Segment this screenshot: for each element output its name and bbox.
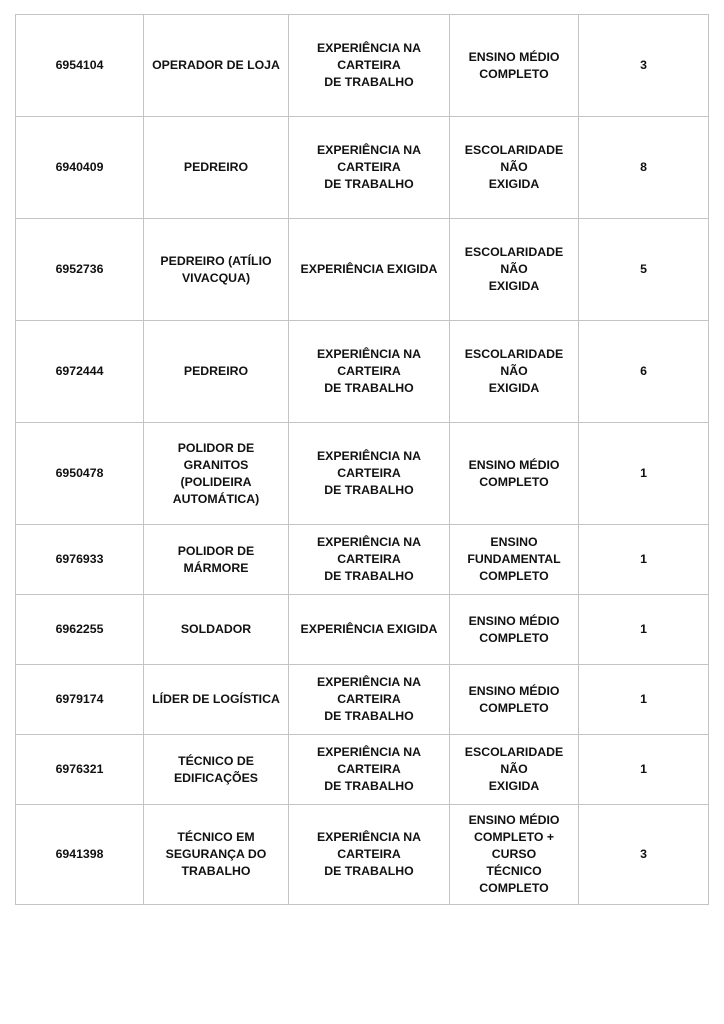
vacancies-cell: 1	[579, 665, 709, 735]
experience-cell: EXPERIÊNCIA NA CARTEIRA DE TRABALHO	[289, 665, 450, 735]
experience-cell: EXPERIÊNCIA NA CARTEIRA DE TRABALHO	[289, 805, 450, 905]
experience-cell: EXPERIÊNCIA NA CARTEIRA DE TRABALHO	[289, 15, 450, 117]
job-role-cell: LÍDER DE LOGÍSTICA	[144, 665, 289, 735]
job-role-cell: OPERADOR DE LOJA	[144, 15, 289, 117]
vacancies-cell: 5	[579, 219, 709, 321]
table-row	[16, 15, 709, 117]
job-role-cell: PEDREIRO (ATÍLIO VIVACQUA)	[144, 219, 289, 321]
vacancies-cell: 6	[579, 321, 709, 423]
education-cell: ENSINO MÉDIO COMPLETO	[450, 595, 579, 665]
job-code-cell: 6979174	[16, 665, 144, 735]
vacancies-cell: 3	[579, 805, 709, 905]
table-row	[16, 117, 709, 219]
job-role-cell: TÉCNICO DE EDIFICAÇÕES	[144, 735, 289, 805]
vacancies-cell: 1	[579, 423, 709, 525]
experience-cell: EXPERIÊNCIA NA CARTEIRA DE TRABALHO	[289, 525, 450, 595]
table-row	[16, 321, 709, 423]
experience-cell: EXPERIÊNCIA NA CARTEIRA DE TRABALHO	[289, 117, 450, 219]
vacancies-cell: 8	[579, 117, 709, 219]
job-code-cell: 6941398	[16, 805, 144, 905]
education-cell: ESCOLARIDADE NÃO EXIGIDA	[450, 321, 579, 423]
job-code-cell: 6940409	[16, 117, 144, 219]
job-role-cell: PEDREIRO	[144, 321, 289, 423]
job-code-cell: 6976321	[16, 735, 144, 805]
education-cell: ESCOLARIDADE NÃO EXIGIDA	[450, 219, 579, 321]
education-cell: ENSINO FUNDAMENTAL COMPLETO	[450, 525, 579, 595]
table-row	[16, 805, 709, 905]
table-row	[16, 665, 709, 735]
job-role-cell: PEDREIRO	[144, 117, 289, 219]
education-cell: ESCOLARIDADE NÃO EXIGIDA	[450, 117, 579, 219]
job-role-cell: TÉCNICO EM SEGURANÇA DO TRABALHO	[144, 805, 289, 905]
table-row	[16, 525, 709, 595]
vacancies-cell: 1	[579, 525, 709, 595]
education-cell: ENSINO MÉDIO COMPLETO	[450, 423, 579, 525]
vacancies-cell: 3	[579, 15, 709, 117]
experience-cell: EXPERIÊNCIA EXIGIDA	[289, 219, 450, 321]
table-row	[16, 735, 709, 805]
job-code-cell: 6950478	[16, 423, 144, 525]
education-cell: ESCOLARIDADE NÃO EXIGIDA	[450, 735, 579, 805]
job-role-cell: POLIDOR DE GRANITOS (POLIDEIRA AUTOMÁTICA)	[144, 423, 289, 525]
job-code-cell: 6952736	[16, 219, 144, 321]
experience-cell: EXPERIÊNCIA NA CARTEIRA DE TRABALHO	[289, 423, 450, 525]
education-cell: ENSINO MÉDIO COMPLETO	[450, 15, 579, 117]
job-code-cell: 6954104	[16, 15, 144, 117]
experience-cell: EXPERIÊNCIA EXIGIDA	[289, 595, 450, 665]
job-vacancies-table	[15, 14, 709, 905]
job-code-cell: 6972444	[16, 321, 144, 423]
education-cell: ENSINO MÉDIO COMPLETO	[450, 665, 579, 735]
job-code-cell: 6976933	[16, 525, 144, 595]
education-cell: ENSINO MÉDIO COMPLETO + CURSO TÉCNICO COMPLETO	[450, 805, 579, 905]
vacancies-cell: 1	[579, 595, 709, 665]
job-code-cell: 6962255	[16, 595, 144, 665]
table-row	[16, 423, 709, 525]
experience-cell: EXPERIÊNCIA NA CARTEIRA DE TRABALHO	[289, 735, 450, 805]
table-row	[16, 219, 709, 321]
job-role-cell: SOLDADOR	[144, 595, 289, 665]
vacancies-cell: 1	[579, 735, 709, 805]
experience-cell: EXPERIÊNCIA NA CARTEIRA DE TRABALHO	[289, 321, 450, 423]
table-row	[16, 595, 709, 665]
job-role-cell: POLIDOR DE MÁRMORE	[144, 525, 289, 595]
